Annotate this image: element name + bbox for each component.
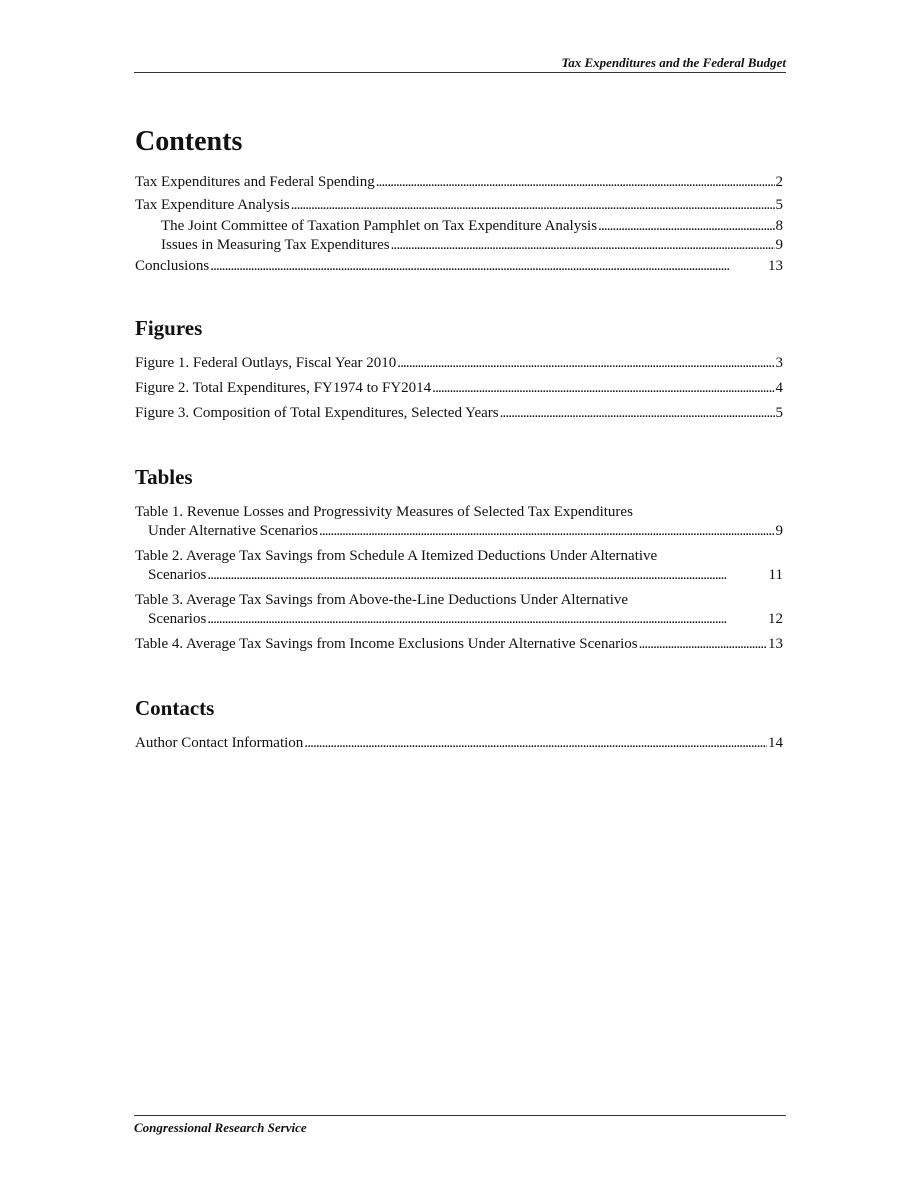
dot-leader: [207, 566, 767, 585]
table-entry-text: Table 4. Average Tax Savings from Income Exclusions Under Alternative Scenarios: [135, 636, 638, 652]
toc-page-number: 9: [775, 237, 783, 253]
table-entry-text: Table 3. Average Tax Savings from Above-the-Line Deductions Under Alternative: [135, 592, 629, 608]
toc-entry-text: Conclusions: [135, 258, 210, 274]
toc-page-number: 13: [768, 258, 783, 274]
figure-page-number: 4: [775, 380, 783, 396]
contacts-list: [135, 734, 783, 753]
toc-entry-text: Issues in Measuring Tax Expenditures: [161, 237, 390, 253]
table-entry-text-cont: Scenarios: [148, 611, 207, 627]
contact-page-number: 14: [768, 735, 783, 751]
figure-entry[interactable]: [135, 354, 783, 373]
dot-leader: [397, 354, 774, 373]
running-footer: [134, 1115, 786, 1140]
table-entry[interactable]: [135, 547, 783, 585]
contacts-heading: Contacts: [135, 696, 215, 720]
tables-list: [135, 503, 783, 654]
contents-list: [135, 173, 783, 276]
toc-entry[interactable]: [135, 257, 783, 276]
figure-page-number: 5: [775, 405, 783, 421]
table-entry-text-cont: Under Alternative Scenarios: [148, 523, 318, 539]
toc-page-number: 8: [775, 218, 783, 234]
toc-page-number: 2: [775, 174, 783, 190]
dot-leader: [210, 257, 767, 276]
table-entry-text-cont: Scenarios: [148, 567, 207, 583]
running-header: [134, 54, 786, 73]
table-entry-text: Table 2. Average Tax Savings from Schedule A Itemized Deductions Under Alternative: [135, 548, 658, 564]
toc-subentry[interactable]: [135, 236, 783, 255]
figure-entry[interactable]: [135, 404, 783, 423]
toc-entry[interactable]: [135, 173, 783, 192]
toc-entry-text: Tax Expenditures and Federal Spending: [135, 174, 375, 190]
table-of-contents: [135, 124, 783, 753]
tables-heading: Tables: [135, 465, 193, 489]
dot-leader: [391, 236, 775, 255]
dot-leader: [376, 173, 775, 192]
table-page-number: 12: [768, 611, 783, 627]
contact-entry-text: Author Contact Information: [135, 735, 304, 751]
header-title: Tax Expenditures and the Federal Budget: [561, 55, 786, 70]
toc-page-number: 5: [775, 197, 783, 213]
figures-heading: Figures: [135, 316, 203, 340]
dot-leader: [639, 635, 767, 654]
table-entry[interactable]: [135, 591, 783, 629]
dot-leader: [598, 217, 774, 236]
dot-leader: [500, 404, 775, 423]
dot-leader: [207, 610, 767, 629]
table-page-number: 11: [768, 567, 783, 583]
dot-leader: [319, 522, 775, 541]
figures-list: [135, 354, 783, 423]
table-entry[interactable]: [135, 635, 783, 654]
dot-leader: [304, 734, 767, 753]
figure-entry[interactable]: [135, 379, 783, 398]
footer-text: Congressional Research Service: [134, 1120, 307, 1135]
table-page-number: 13: [768, 636, 783, 652]
toc-entry-text: The Joint Committee of Taxation Pamphlet on Tax Expenditure Analysis: [161, 218, 598, 234]
figure-entry-text: Figure 3. Composition of Total Expenditures, Selected Years: [135, 405, 499, 421]
toc-entry[interactable]: [135, 196, 783, 215]
table-entry-text: Table 1. Revenue Losses and Progressivity Measures of Selected Tax Expenditures: [135, 504, 633, 520]
contact-entry[interactable]: [135, 734, 783, 753]
toc-subentry[interactable]: [135, 217, 783, 236]
figure-entry-text: Figure 1. Federal Outlays, Fiscal Year 2010: [135, 355, 397, 371]
dot-leader: [291, 196, 775, 215]
figure-page-number: 3: [775, 355, 783, 371]
toc-entry-text: Tax Expenditure Analysis: [135, 197, 290, 213]
contents-heading: Contents: [135, 126, 243, 157]
figure-entry-text: Figure 2. Total Expenditures, FY1974 to FY2014: [135, 380, 432, 396]
dot-leader: [432, 379, 774, 398]
table-page-number: 9: [775, 523, 783, 539]
table-entry[interactable]: [135, 503, 783, 541]
